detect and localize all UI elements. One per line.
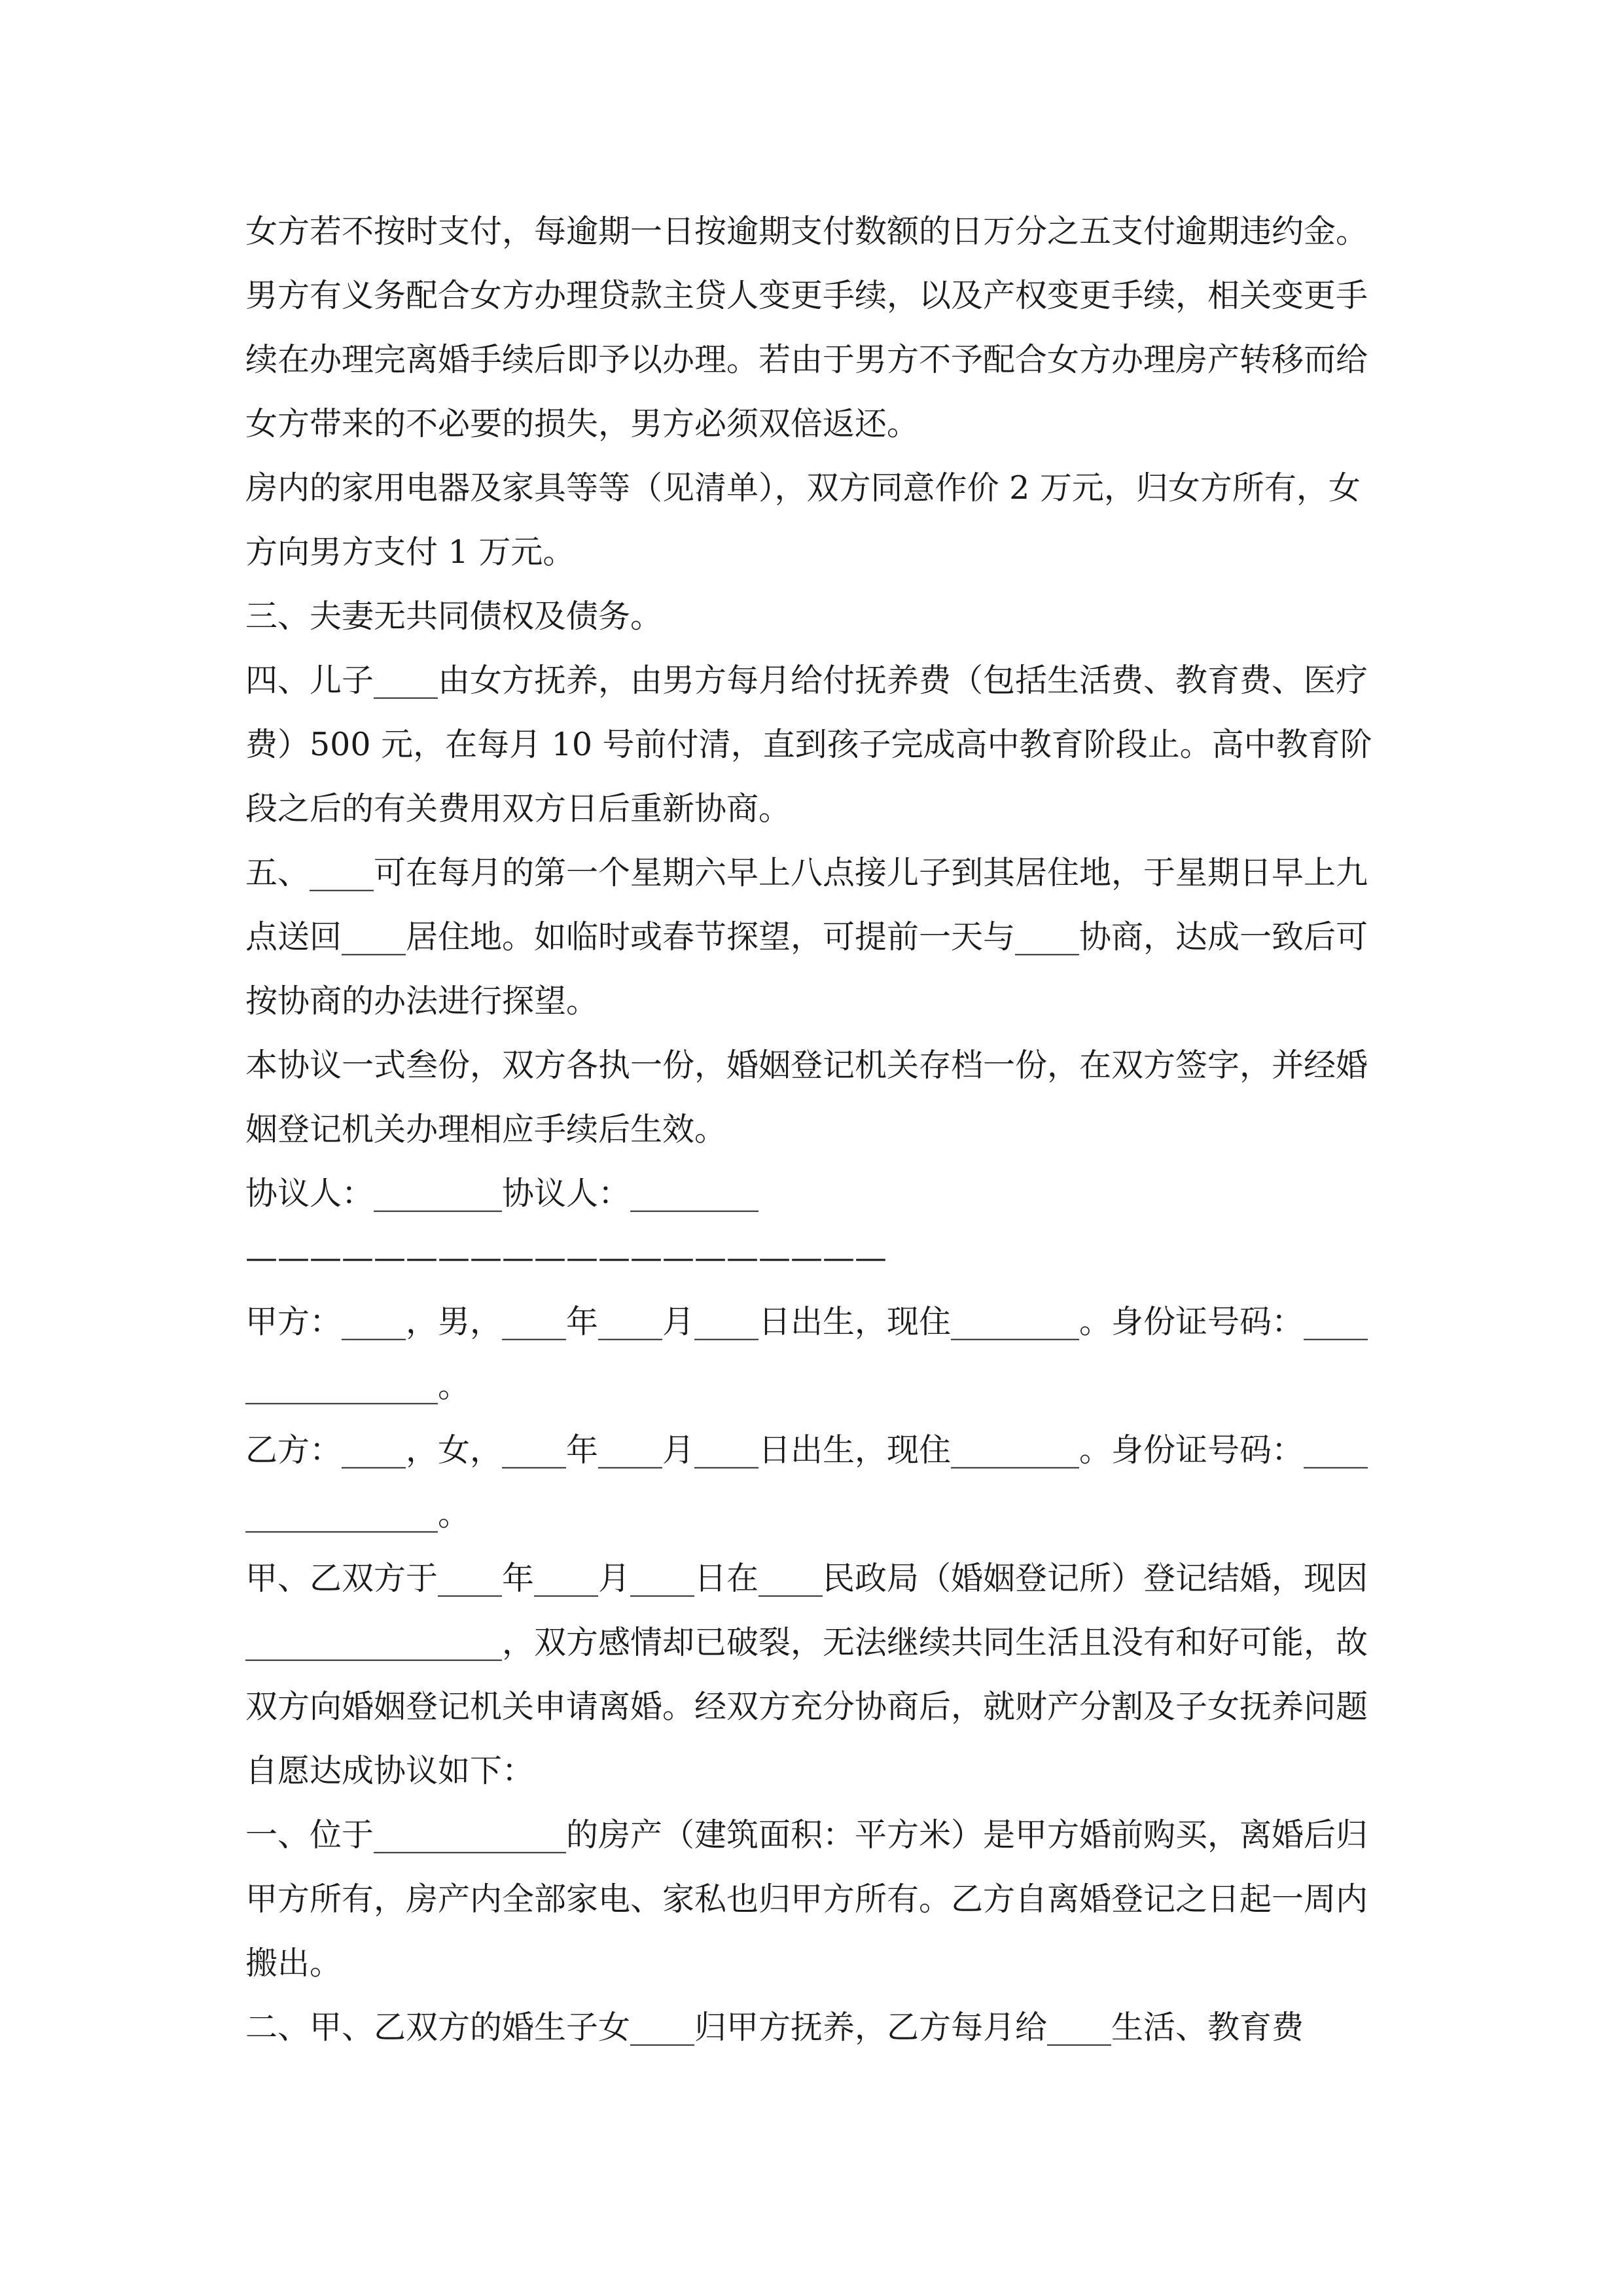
document-body bbox=[245, 200, 1381, 2060]
party-a-info: 甲方：____，男，____年____月____日出生，现住________。身份证号码：________________。 bbox=[245, 1303, 1368, 1405]
signature-line: 协议人：________协议人：________ bbox=[245, 1175, 759, 1212]
paragraph-clause-three: 三、夫妻无共同债权及债务。 bbox=[245, 598, 663, 635]
paragraph-appliances-furniture: 房内的家用电器及家具等等（见清单），双方同意作价 2 万元，归女方所有，女方向男方支付 1 万元。 bbox=[245, 469, 1361, 571]
separator-line: ———————————————————— bbox=[245, 1239, 887, 1276]
paragraph-clause-four: 四、儿子____由女方抚养，由男方每月给付抚养费（包括生活费、教育费、医疗费）500 元，在每月 10 号前付清，直到孩子完成高中教育阶段止。高中教育阶段之后的有关费用双方日后重新协商。 bbox=[245, 662, 1372, 827]
paragraph-copies-effect: 本协议一式叁份，双方各执一份，婚姻登记机关存档一份，在双方签字，并经婚姻登记机关办理相应手续后生效。 bbox=[245, 1047, 1368, 1148]
paragraph-child-clause-two: 二、甲、乙双方的婚生子女____归甲方抚养，乙方每月给____生活、教育费 bbox=[245, 2009, 1304, 2046]
paragraph-clause-five: 五、____可在每月的第一个星期六早上八点接儿子到其居住地，于星期日早上九点送回____居住地。如临时或春节探望，可提前一天与____协商，达成一致后可按协商的办法进行探望。 bbox=[245, 854, 1368, 1020]
paragraph-property-clause-one: 一、位于____________的房产（建筑面积：平方米）是甲方婚前购买，离婚后归甲方所有，房产内全部家电、家私也归甲方所有。乙方自离婚登记之日起一周内搬出。 bbox=[245, 1816, 1368, 1982]
party-b-info: 乙方：____，女，____年____月____日出生，现住________。身份证号码：________________。 bbox=[245, 1431, 1368, 1533]
paragraph-late-payment-penalty: 女方若不按时支付，每逾期一日按逾期支付数额的日万分之五支付逾期违约金。 bbox=[245, 213, 1368, 250]
paragraph-marriage-divorce: 甲、乙双方于____年____月____日在____民政局（婚姻登记所）登记结婚，现因________________，双方感情却已破裂，无法继续共同生活且没有和好可能，故双方向婚姻登记机关申请离婚。经双方充分协商后，就财产分割及子女抚养问题自愿达成协议如下： bbox=[245, 1560, 1368, 1789]
paragraph-loan-transfer: 男方有义务配合女方办理贷款主贷人变更手续，以及产权变更手续，相关变更手续在办理完离婚手续后即予以办理。若由于男方不予配合女方办理房产转移而给女方带来的不必要的损失，男方必须双倍返还。 bbox=[245, 277, 1368, 442]
